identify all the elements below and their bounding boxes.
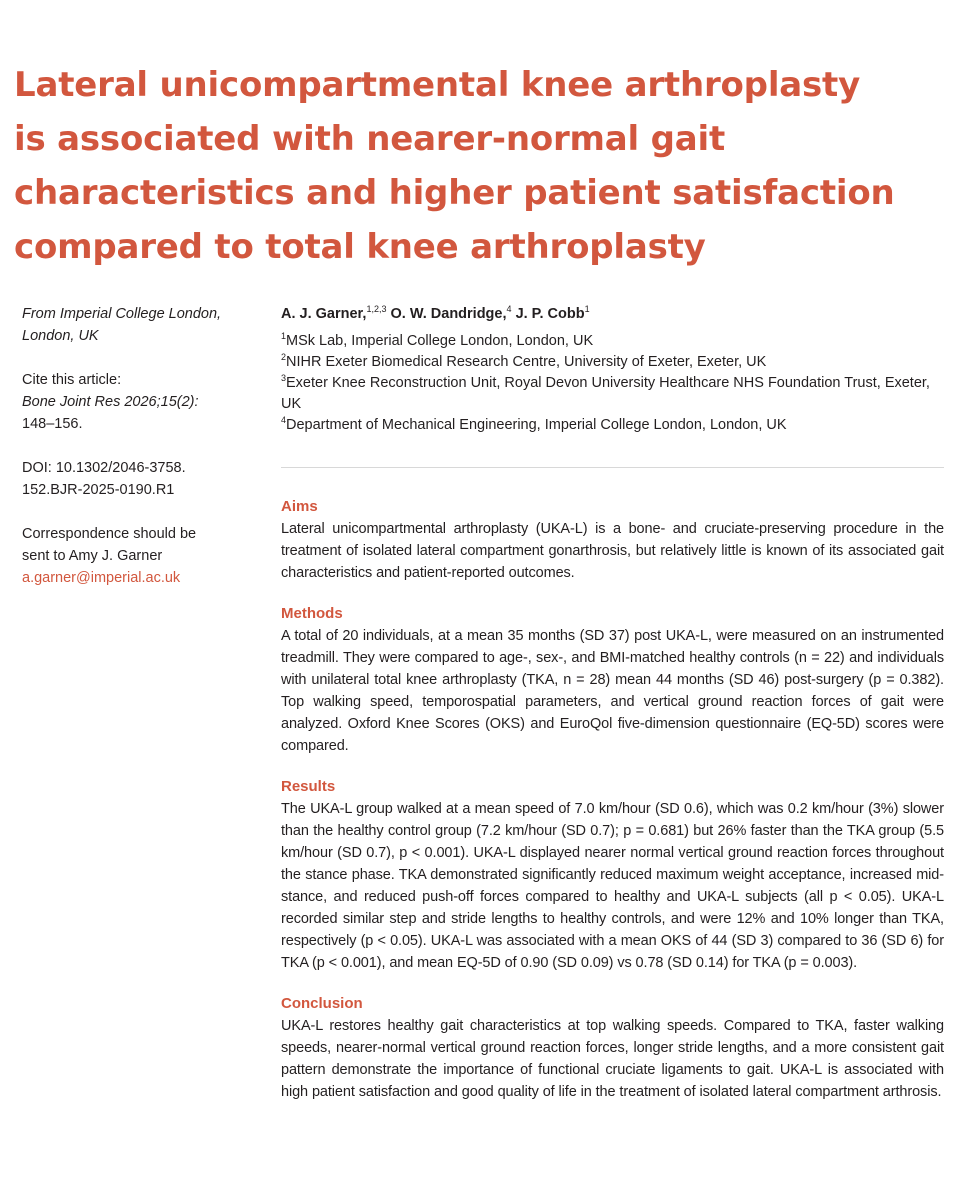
correspondence xyxy=(22,523,247,589)
affiliation-marker: 4 xyxy=(281,415,287,426)
institution-note xyxy=(22,303,247,347)
abstract-conclusion xyxy=(281,993,944,1103)
aims-heading: Aims xyxy=(281,498,318,515)
affiliation-marker: 2 xyxy=(281,352,287,363)
abstract-aims xyxy=(281,496,944,584)
affiliation-marker: 3 xyxy=(281,373,287,384)
abstract-results xyxy=(281,776,944,974)
title-line: Lateral unicompartmental knee arthroplasty xyxy=(14,65,861,105)
affiliation-text: Exeter Knee Reconstruction Unit, Royal Devon University Healthcare NHS Foundation Trust, Exeter, UK xyxy=(281,375,930,412)
citation-journal: Bone Joint Res 2026;15(2): xyxy=(22,394,199,410)
title-line: compared to total knee arthroplasty xyxy=(14,227,706,267)
institution-line: London, UK xyxy=(22,328,99,344)
author-affiliation-marker: 4 xyxy=(506,304,512,315)
affiliation-text: MSk Lab, Imperial College London, London, UK xyxy=(286,333,594,349)
results-text: The UKA-L group walked at a mean speed of 7.0 km/hour (SD 0.6), which was 0.2 km/hour (3%) slower than the healthy control group (7.2 km/hour (SD 0.7); p = 0.681) but 26% faster than the TKA group (5.5 km/hour (SD 0.7), p < 0.001). UKA-L displayed nearer normal vertical ground reaction forces throughout the stance phase. TKA demonstrated significantly reduced maximum weight acceptance, increased mid-stance, and reduced push-off forces compared to healthy and UKA-L subjects (all p < 0.05). UKA-L recorded similar step and stride lengths to healthy controls, and were 12% and 10% longer than TKA, respectively (p < 0.05). UKA-L was associated with a mean OKS of 44 (SD 3) compared to 36 (SD 6) for TKA (p < 0.001), and mean EQ-5D of 0.90 (SD 0.09) vs 0.78 (SD 0.14) for TKA (p = 0.003). xyxy=(281,801,944,971)
doi-line: 152.BJR-2025-0190.R1 xyxy=(22,482,175,498)
abstract xyxy=(281,496,944,1122)
methods-heading: Methods xyxy=(281,605,343,622)
correspondence-line: Correspondence should be xyxy=(22,526,197,542)
correspondence-line: sent to Amy J. Garner xyxy=(22,548,163,564)
citation-pages: 148–156. xyxy=(22,416,83,432)
affiliation xyxy=(281,352,944,373)
correspondence-email-link[interactable]: a.garner@imperial.ac.uk xyxy=(22,570,181,586)
citation xyxy=(22,369,247,435)
author-list xyxy=(281,303,944,325)
affiliation-text: NIHR Exeter Biomedical Research Centre, University of Exeter, Exeter, UK xyxy=(286,354,767,370)
affiliation-marker: 1 xyxy=(281,331,287,342)
article-sidebar xyxy=(22,303,247,611)
methods-text: A total of 20 individuals, at a mean 35 months (SD 37) post UKA-L, were measured on an instrumented treadmill. They were compared to age-, sex-, and BMI-matched healthy controls (n = 22) and individuals with unilateral total knee arthroplasty (TKA, n = 28) mean 44 months (SD 46) post-surgery (p = 0.382). Top walking speed, temporospatial parameters, and vertical ground reaction forces of gait were analyzed. Oxford Knee Scores (OKS) and EuroQol five-dimension questionnaire (EQ-5D) scores were compared. xyxy=(281,628,944,754)
title-line: characteristics and higher patient satisfaction xyxy=(14,173,895,213)
author-name: A. J. Garner, xyxy=(281,306,367,322)
author-affiliation-marker: 1 xyxy=(584,304,590,315)
doi-line: DOI: 10.1302/2046-3758. xyxy=(22,460,186,476)
doi xyxy=(22,457,247,501)
article-title xyxy=(14,58,950,274)
conclusion-heading: Conclusion xyxy=(281,995,363,1012)
affiliation xyxy=(281,415,944,436)
citation-label: Cite this article: xyxy=(22,372,122,388)
results-heading: Results xyxy=(281,778,336,795)
author-affiliation-marker: 1,2,3 xyxy=(366,304,387,315)
conclusion-text: UKA-L restores healthy gait characteristics at top walking speeds. Compared to TKA, faster walking speeds, nearer-normal vertical ground reaction forces, longer stride lengths, and a more consistent gait pattern demonstrate the importance of functional cruciate ligaments to gait. UKA-L is associated with high patient satisfaction and good quality of life in the treatment of isolated lateral compartment arthrosis. xyxy=(281,1018,944,1100)
affiliation xyxy=(281,331,944,352)
institution-line: From Imperial College London, xyxy=(22,306,222,322)
author-block xyxy=(281,303,944,436)
section-divider xyxy=(281,467,944,468)
title-line: is associated with nearer-normal gait xyxy=(14,119,725,159)
abstract-methods xyxy=(281,603,944,757)
affiliation-text: Department of Mechanical Engineering, Imperial College London, London, UK xyxy=(286,417,787,433)
aims-text: Lateral unicompartmental arthroplasty (UKA-L) is a bone- and cruciate-preserving procedure in the treatment of isolated lateral compartment gonarthrosis, but relatively little is known of its associated gait characteristics and patient-reported outcomes. xyxy=(281,521,944,581)
affiliation xyxy=(281,373,944,415)
author-name: O. W. Dandridge, xyxy=(390,306,507,322)
author-name: J. P. Cobb xyxy=(515,306,585,322)
